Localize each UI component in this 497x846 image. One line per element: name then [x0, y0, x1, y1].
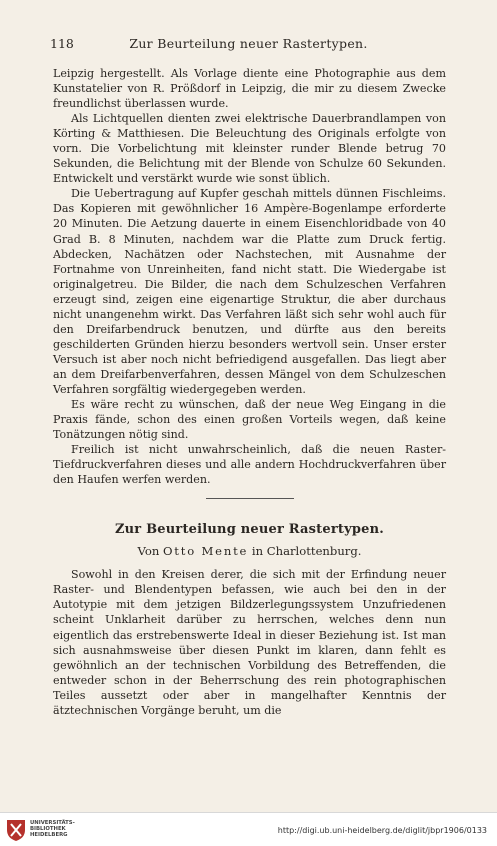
- permalink-url[interactable]: http://digi.ub.uni-heidelberg.de/diglit/jbpr1906/0133: [277, 826, 487, 835]
- article-title: Zur Beurteilung neuer Rastertypen.: [114, 522, 385, 538]
- viewer-footer: [0, 812, 497, 846]
- running-title: Zur Beurteilung neuer Rastertypen.: [129, 36, 368, 51]
- paragraph: Die Uebertragung auf Kupfer geschah mittels dünnen Fischleims. Das Kopieren mit gewöhnlicher 16 Ampère-Bogenlampe erforderte 20 Minuten. Die Aetzung dauerte in einem Eisenchloridbade von 40 Grad B. 8 Minuten, nachdem war die Platte zum Druck fertig. Abdecken, Nachätzen oder Nachstechen, mit Ausnahme der Fortnahme von Unreinheiten, fand nicht statt. Die Wiedergabe ist originalgetreu. Die Bilder, die nach dem Schulzeschen Verfahren erzeugt sind, zeigen eine eigenartige Struktur, die aber durchaus nicht unangenehm wirkt. Das Verfahren läßt sich sehr wohl auch für den Dreifarbendruck benutzen, und dürfte aus den bereits geschilderten Gründen hierzu besonders wertvoll sein. Unser erster Versuch ist aber noch nicht befriedigend ausgefallen. Das liegt aber an dem Dreifarbenverfahren, dessen Mängel von dem Schulzeschen Verfahren sorgfältig wiedergegeben werden.: [53, 187, 446, 396]
- running-header: [50, 36, 447, 54]
- paragraph: Leipzig hergestellt. Als Vorlage diente eine Photographie aus dem Kunstatelier von R. Prößdorf in Leipzig, die mir zu diesem Zwecke freundlichst überlassen wurde.: [53, 67, 446, 111]
- author-name: Otto Mente: [163, 544, 249, 559]
- article-byline: [53, 543, 446, 559]
- paragraph: Es wäre recht zu wünschen, daß der neue Weg Eingang in die Praxis fände, schon des einen großen Vorteils wegen, daß keine Tonätzungen nötig sind.: [53, 398, 446, 442]
- institution-name: UNIVERSITÄTS- BIBLIOTHEK HEIDELBERG: [30, 820, 75, 839]
- paragraph: Freilich ist nicht unwahrscheinlich, daß die neuen Raster-Tiefdruckverfahren dieses und alle andern Hochdruckverfahren über den Haufen werfen werden.: [53, 443, 446, 487]
- page-number: 118: [50, 36, 74, 51]
- paragraph: Sowohl in den Kreisen derer, die sich mit der Erfindung neuer Raster- und Blendentypen befassen, wie auch bei den in der Autotypie mit dem jetzigen Bildzerlegungssystem Unzufriedenen scheint Unklarheit darüber zu herrschen, welches denn nun eigentlich das erstrebenswerte Ideal in dieser Beziehung ist. Ist man sich ausnahmsweise über diesen Punkt im klaren, dann fehlt es gewöhnlich an der technischen Vorbildung des Betreffenden, die entweder schon in der Beherrschung des rein photographischen Teiles aussetzt oder aber in mangelhafter Kenntnis der ätztechnischen Vorgänge beruht, um die: [53, 568, 446, 717]
- university-library-logo-icon: [5, 818, 27, 842]
- byline-prefix: Von: [137, 544, 160, 559]
- page-body: [53, 66, 446, 718]
- byline-suffix: in Charlottenburg.: [251, 544, 362, 559]
- section-divider: [206, 498, 294, 499]
- paragraph: Als Lichtquellen dienten zwei elektrische Dauerbrandlampen von Körting & Matthiesen. Die Beleuchtung des Originals erfolgte von vorn. Die Vorbelichtung mit kleinster runder Blende betrug 70 Sekunden, die Belichtung mit der Blende von Schulze 60 Sekunden. Entwickelt und verstärkt wurde wie sonst üblich.: [53, 112, 446, 186]
